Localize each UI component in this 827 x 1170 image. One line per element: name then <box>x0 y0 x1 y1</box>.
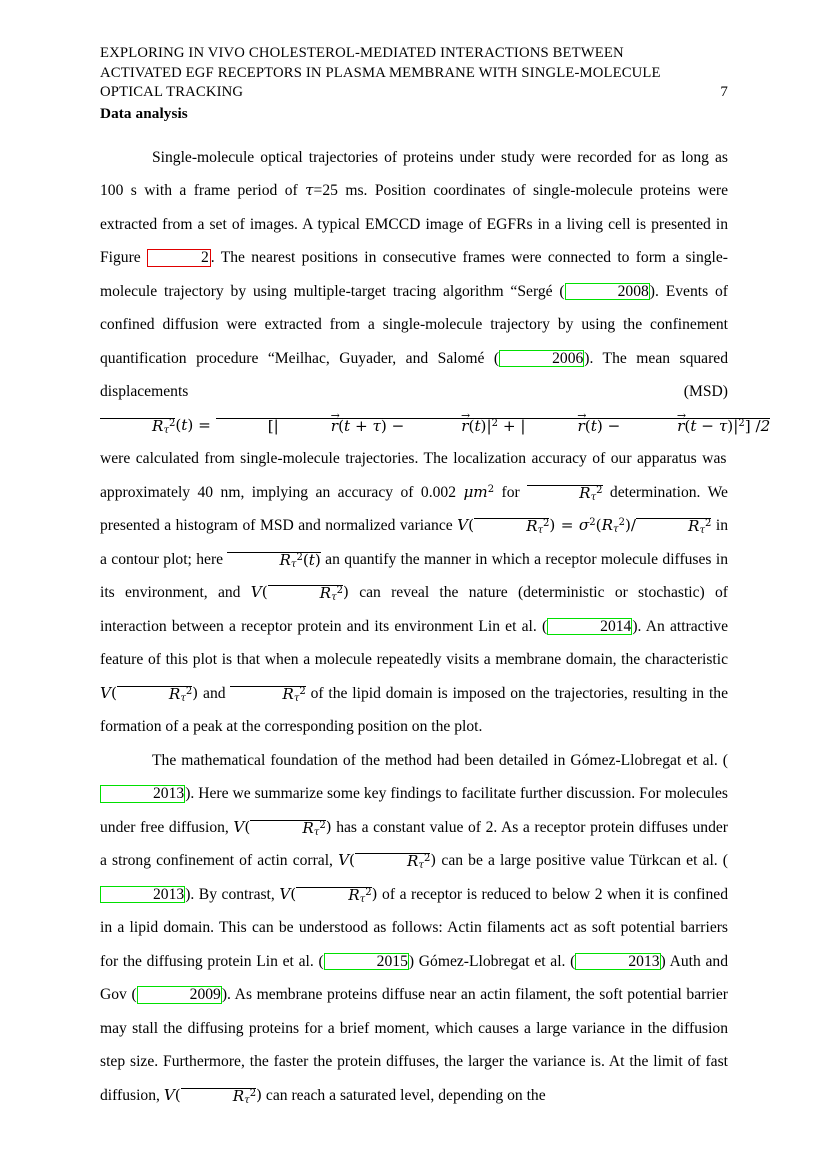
section-heading: Data analysis <box>100 104 188 122</box>
math-variance-symbol: V( $R_\tau^2$) <box>163 1085 263 1106</box>
math-msd-of-t: $R_\tau^2(t)$ <box>227 550 320 568</box>
text-run: . The nearest positions in consecutive frames were connected to form a single-molecule trajectory by using multiple-target tracing algorithm “Sergé ( <box>100 249 728 300</box>
math-variance-symbol: V( $R_\tau^2$) <box>279 884 378 905</box>
text-run: for <box>494 483 528 501</box>
text-run: ). Here we summarize some key findings to facilitate further discussion. For molecules under free diffusion, <box>100 785 728 836</box>
equation-normalized-variance: V( $R_\tau^2) = \sigma^2(R_\tau^2)/$ $R_\tau^2$ <box>457 516 712 537</box>
figure-reference-box[interactable]: 2 <box>147 249 211 267</box>
citation-box[interactable]: 2013 <box>575 953 660 971</box>
running-head-line-3: OPTICAL TRACKING <box>100 84 244 101</box>
math-variance-symbol: V( $R_\tau^2$) <box>250 583 349 604</box>
math-msd-symbol: $R_\tau^2$ <box>527 483 602 501</box>
citation-box[interactable]: 2015 <box>324 953 409 971</box>
math-tau: τ <box>305 181 314 200</box>
citation-box[interactable]: 2008 <box>565 283 650 301</box>
equation-msd-definition: $R_\tau^2(t)$ = [| $r \to(t + \tau) - r \to(t)|^2$ + | $r \to(t) - r \to(t - \tau)|^2$] /2 <box>100 416 770 434</box>
text-run: Single-molecule optical trajectories of proteins under study were recorded for as long as 100 s with a frame period of <box>100 148 728 200</box>
text-run: an quantify the manner in which a receptor molecule diffuses in its environment, and <box>100 550 728 602</box>
math-msd-symbol: $R_\tau^2$ <box>230 684 305 702</box>
text-run: were calculated from single-molecule trajectories. The localization accuracy of our apparatus was approximately 40 nm, implying an accuracy of 0.002 <box>100 450 727 501</box>
text-run: =25 ms. Position coordinates of single-molecule proteins were extracted from a set of images. A typical EMCCD image of EGFRs in a living cell is presented in Figure <box>100 182 728 267</box>
citation-box[interactable]: 2009 <box>137 986 222 1004</box>
running-head <box>100 44 728 103</box>
text-run: ). By contrast, <box>185 885 280 903</box>
text-run: of a receptor is reduced to below 2 when it is confined in a lipid domain. This can be understood as follows: Actin filaments act as soft potential barriers for the diffusing protein Lin et al. ( <box>100 885 729 970</box>
text-run: and <box>198 684 231 702</box>
text-run: ) Gómez-Llobregat et al. ( <box>408 952 576 970</box>
text-run: can be a large positive value Türkcan et al. ( <box>436 852 728 870</box>
running-head-line-1: EXPLORING IN VIVO CHOLESTEROL-MEDIATED INTERACTIONS BETWEEN <box>100 45 624 61</box>
text-run: determination. We presented a histogram of MSD and normalized variance <box>100 483 728 535</box>
paragraph-data-analysis-2 <box>100 744 728 1113</box>
math-variance-symbol: V( $R_\tau^2$) <box>233 817 332 838</box>
page-number: 7 <box>720 84 728 101</box>
text-run: can reach a saturated level, depending on the <box>262 1086 546 1104</box>
running-head-line-2: ACTIVATED EGF RECEPTORS IN PLASMA MEMBRANE WITH SINGLE-MOLECULE <box>100 64 661 81</box>
math-variance-symbol: V( $R_\tau^2$) <box>338 851 437 872</box>
citation-box[interactable]: 2013 <box>100 886 185 904</box>
body-text <box>100 141 771 1113</box>
citation-box[interactable]: 2006 <box>499 350 584 368</box>
text-run: can reveal the nature (deterministic or stochastic) of interaction between a receptor protein and its environment Lin et al. ( <box>100 584 728 635</box>
page-content <box>100 44 771 1112</box>
text-run: The mathematical foundation of the method had been detailed in Gómez-Llobregat et al. ( <box>152 751 728 769</box>
citation-box[interactable]: 2014 <box>547 618 632 636</box>
text-run: has a constant value of 2. As a receptor protein diffuses under a strong confinement of actin corral, <box>100 818 729 870</box>
math-variance-symbol: V( $R_\tau^2$) <box>100 683 199 704</box>
text-run: ). An attractive feature of this plot is that when a molecule repeatedly visits a membrane domain, the characteristic <box>100 617 728 669</box>
text-run: in a contour plot; here <box>100 517 729 568</box>
text-run: of the lipid domain is imposed on the trajectories, resulting in the formation of a peak at the corresponding position on the plot. <box>100 684 728 736</box>
text-run: ). As membrane proteins diffuse near an actin filament, the soft potential barrier may stall the diffusing proteins for a brief moment, which causes a large variance in the diffusion step size. Furthermore, the faster the protein diffuses, the larger the variance is. At the limit of fast diffusion, <box>100 986 728 1104</box>
text-run: ). The mean squared displacements (MSD) <box>100 349 728 401</box>
text-run: ) Auth and Gov ( <box>100 952 728 1004</box>
text-run: ). Events of confined diffusion were extracted from a single-molecule trajectory by using the confinement quantification procedure “Meilhac, Guyader, and Salomé ( <box>100 282 728 367</box>
paragraph-data-analysis-1 <box>100 141 771 744</box>
citation-box[interactable]: 2013 <box>100 785 185 803</box>
math-micrometer-squared: $\mu m^2$ <box>463 482 495 501</box>
